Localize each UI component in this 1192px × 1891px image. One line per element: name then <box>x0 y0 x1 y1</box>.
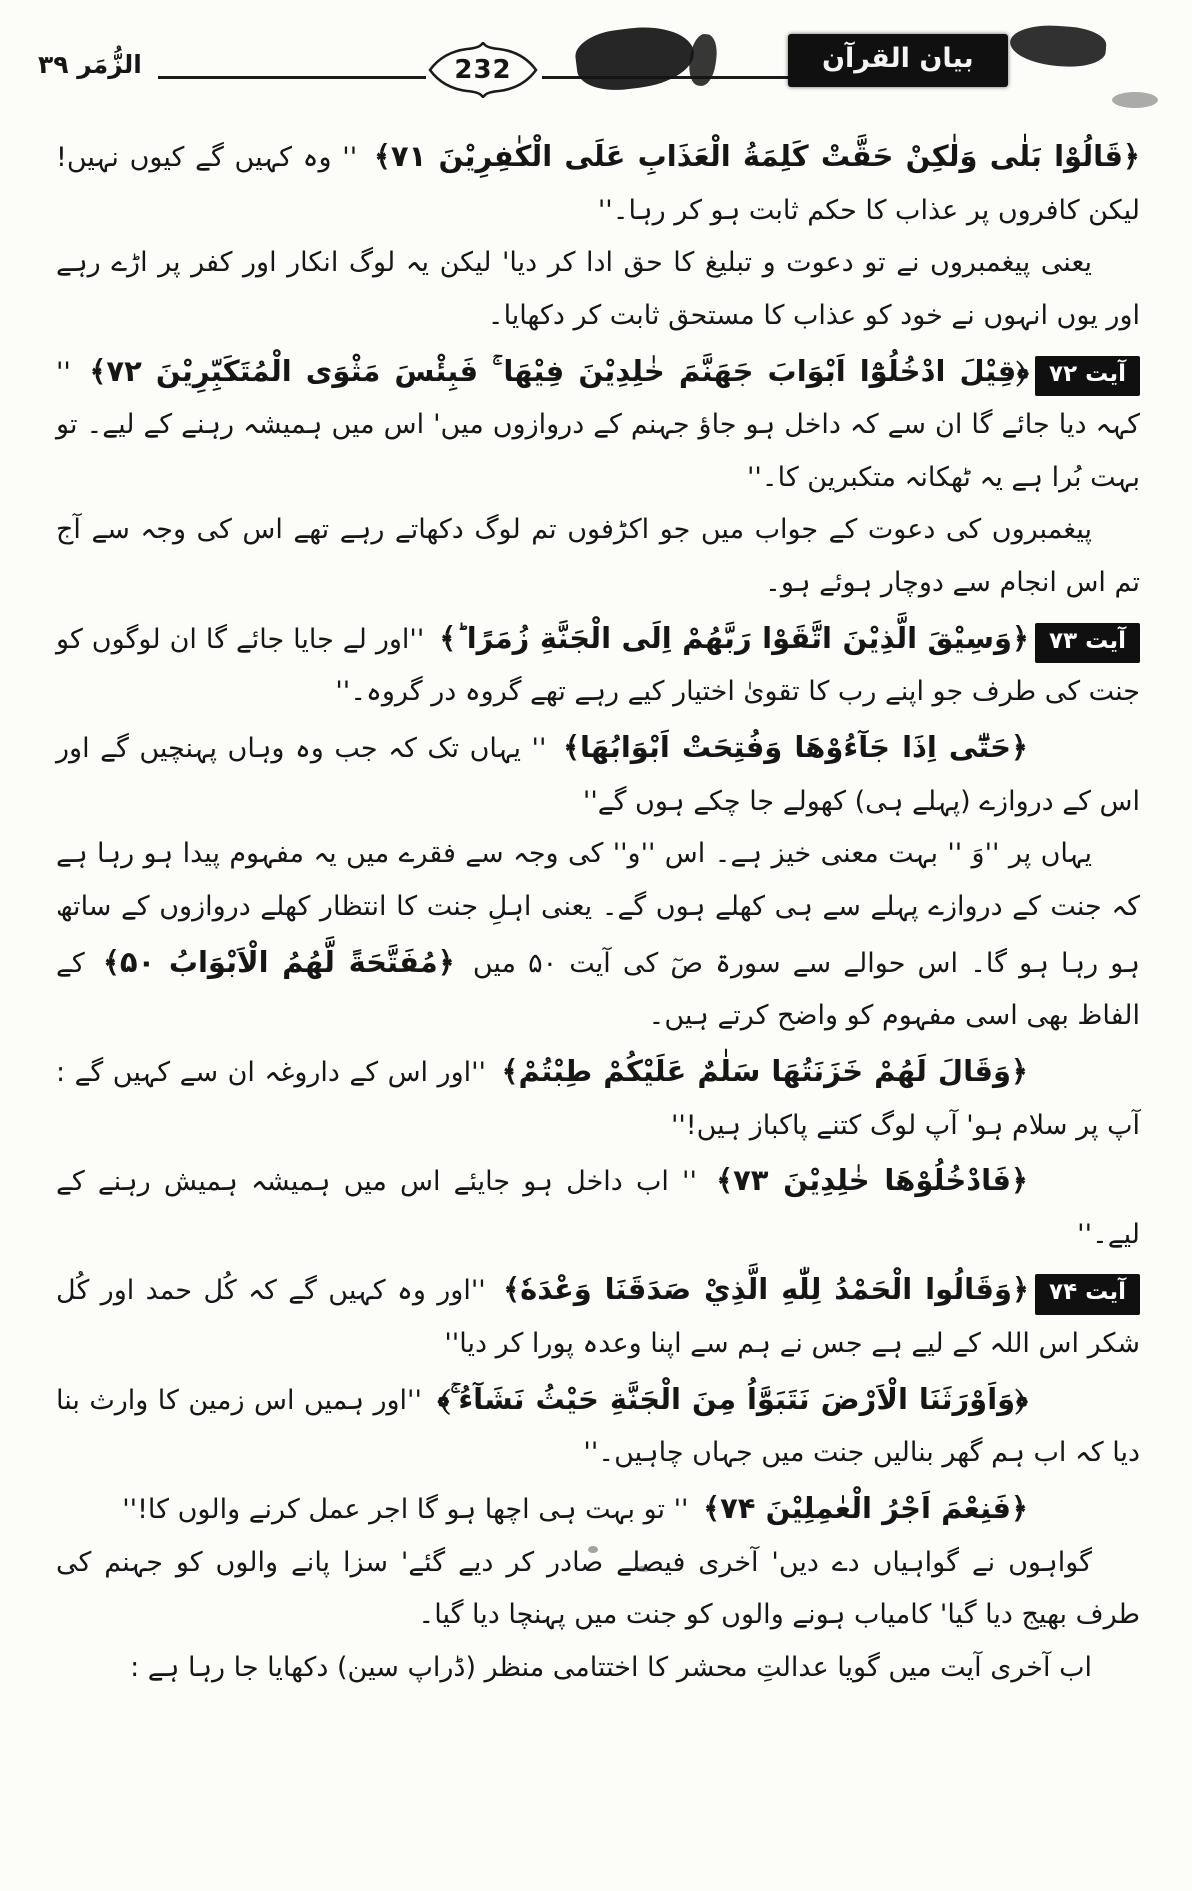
urdu-text: '' اب داخل ہو جایئے اس میں ہمیشہ ہمیش رہنے کے لیے۔'' <box>56 1166 1140 1250</box>
paragraph-ayat <box>56 343 1140 505</box>
urdu-text: ''اور ہمیں اس زمین کا وارث بنا دیا کہ اب ہم گھر بنالیں جنت میں جہاں چاہیں۔'' <box>56 1384 1140 1469</box>
surah-label: الزُّمَر ۳۹ <box>38 50 142 79</box>
page-number: 232 <box>454 55 512 85</box>
arabic-verse: ﴿حَتّٰٓى اِذَا جَآءُوْهَا وَفُتِحَتْ اَبْوَابُهَا﴾ <box>562 730 1028 765</box>
paragraph-quote <box>56 1043 1140 1152</box>
urdu-text: کے الفاظ بھی اسی مفہوم کو واضح کرتے ہیں۔ <box>56 947 1140 1032</box>
paragraph-quote <box>56 719 1140 828</box>
arabic-verse: ﴿وَسِيْقَ الَّذِيْنَ اتَّقَوْا رَبَّهُمْ اِلَى الْجَنَّةِ زُمَرًا ؕ﴾ <box>439 620 1030 655</box>
arabic-verse: ﴿وَقَالَ لَهُمْ خَزَنَتُهَا سَلٰمٌ عَلَيْكُمْ طِبْتُمْ﴾ <box>501 1053 1028 1088</box>
paragraph-commentary <box>56 1537 1140 1642</box>
urdu-text: '' تو بہت ہی اچھا ہو گا اجر عمل کرنے والوں کا!'' <box>122 1494 689 1526</box>
arabic-verse: ﴿مُفَتَّحَةً لَّهُمُ الْاَبْوَابُ ۵۰﴾ <box>102 944 455 979</box>
urdu-text: ''اور اس کے داروغہ ان سے کہیں گے : آپ پر سلام ہو' آپ لوگ کتنے پاکباز ہیں!'' <box>56 1056 1140 1141</box>
book-title-banner: بیان القرآن <box>788 34 1008 87</box>
ayat-number-badge: آیت ۷۳ <box>1035 623 1140 663</box>
arabic-verse: ﴿قِيْلَ ادْخُلُوْٓا اَبْوَابَ جَهَنَّمَ خٰلِدِيْنَ فِيْهَا ۚ فَبِئْسَ مَثْوَى الْمُتَكَبِّرِيْنَ ۷۲﴾ <box>89 353 1030 388</box>
urdu-text: گواہوں نے گواہیاں دے دیں' آخری فیصلے صادر کر دیے گئے' سزا پانے والوں کو جہنم کی طرف بھیج دیا گیا' کامیاب ہونے والوں کو جنت میں پہنچا دیا گیا۔ <box>56 1546 1140 1631</box>
arabic-verse: ﴿فَادْخُلُوْهَا خٰلِدِيْنَ ۷۳﴾ <box>716 1163 1028 1198</box>
paragraph-commentary <box>56 828 1140 1043</box>
urdu-text: '' کہہ دیا جائے گا ان سے کہ داخل ہو جاؤ جہنم کے دروازوں میں' اس میں ہمیشہ رہنے کے لیے۔ تو بہت بُرا ہے یہ ٹھکانہ متکبرین کا۔'' <box>56 356 1140 493</box>
urdu-text: ''اور لے جایا جائے گا ان لوگوں کو جنت کی طرف جو اپنے رب کا تقویٰ اختیار کیے رہے تھے گروہ در گروہ۔'' <box>56 623 1140 708</box>
paragraph-ayat <box>56 610 1140 719</box>
urdu-text: پیغمبروں کی دعوت کے جواب میں جو اکڑفوں تم لوگ دکھاتے رہے تھے اس کی وجہ سے آج تم اس انجام سے دوچار ہوئے ہو۔ <box>56 514 1140 599</box>
paragraph-opening <box>56 128 1140 237</box>
urdu-text: یہاں پر ''وَ '' بہت معنی خیز ہے۔ اس ''و'' کی وجہ سے فقرے میں یہ مفہوم پیدا ہو رہا ہے کہ جنت کے دروازے پہلے سے ہی کھلے ہوں گے۔ یعنی اہلِ جنت کا انتظار کھلے دروازوں کے ساتھ ہو رہا ہو گا۔ اس حوالے سے سورۃ صٓ کی آیت ۵۰ میں <box>56 838 1140 979</box>
paragraph-quote <box>56 1371 1140 1480</box>
paragraph-commentary <box>56 504 1140 609</box>
urdu-text: یعنی پیغمبروں نے تو دعوت و تبلیغ کا حق ادا کر دیا' لیکن یہ لوگ انکار اور کفر پر اڑے رہے اور یوں انہوں نے خود کو عذاب کا مستحق ثابت کر دکھایا۔ <box>56 247 1140 331</box>
paragraph-commentary <box>56 1642 1140 1695</box>
arabic-verse: ﴿قَالُوْا بَلٰى وَلٰكِنْ حَقَّتْ كَلِمَةُ الْعَذَابِ عَلَى الْكٰفِرِيْنَ ۷۱﴾ <box>373 139 1140 173</box>
paragraph-ayat <box>56 1261 1140 1370</box>
paragraph-commentary <box>56 237 1140 342</box>
arabic-verse: ﴿وَاَوْرَثَنَا الْاَرْضَ نَتَبَوَّاُ مِنَ الْجَنَّةِ حَيْثُ نَشَآءُ ۚ﴾ <box>437 1381 1029 1416</box>
urdu-text: اب آخری آیت میں گویا عدالتِ محشر کا اختتامی منظر (ڈراپ سین) دکھایا جا رہا ہے : <box>130 1651 1092 1683</box>
arabic-verse: ﴿فَنِعْمَ اَجْرُ الْعٰمِلِيْنَ ۷۴﴾ <box>703 1491 1028 1526</box>
paragraph-quote <box>56 1480 1140 1537</box>
ayat-number-badge: آیت ۷۴ <box>1035 1274 1140 1314</box>
paragraphs <box>56 128 1140 1695</box>
paragraph-quote <box>56 1152 1140 1261</box>
urdu-text: ''اور وہ کہیں گے کہ کُل حمد اور کُل شکر اس اللہ کے لیے ہے جس نے ہم سے اپنا وعدہ پورا کر دیا'' <box>56 1275 1140 1360</box>
urdu-text: '' یہاں تک کہ جب وہ وہاں پہنچیں گے اور اس کے دروازے (پہلے ہی) کھولے جا چکے ہوں گے'' <box>56 733 1140 817</box>
arabic-verse: ﴿وَقَالُوا الْحَمْدُ لِلّٰهِ الَّذِيْ صَدَقَنَا وَعْدَهٗ﴾ <box>503 1272 1030 1307</box>
urdu-text: '' وہ کہیں گے کیوں نہیں! لیکن کافروں پر عذاب کا حکم ثابت ہو کر رہا۔'' <box>56 142 1140 226</box>
ayat-number-badge: آیت ۷۲ <box>1035 356 1140 396</box>
